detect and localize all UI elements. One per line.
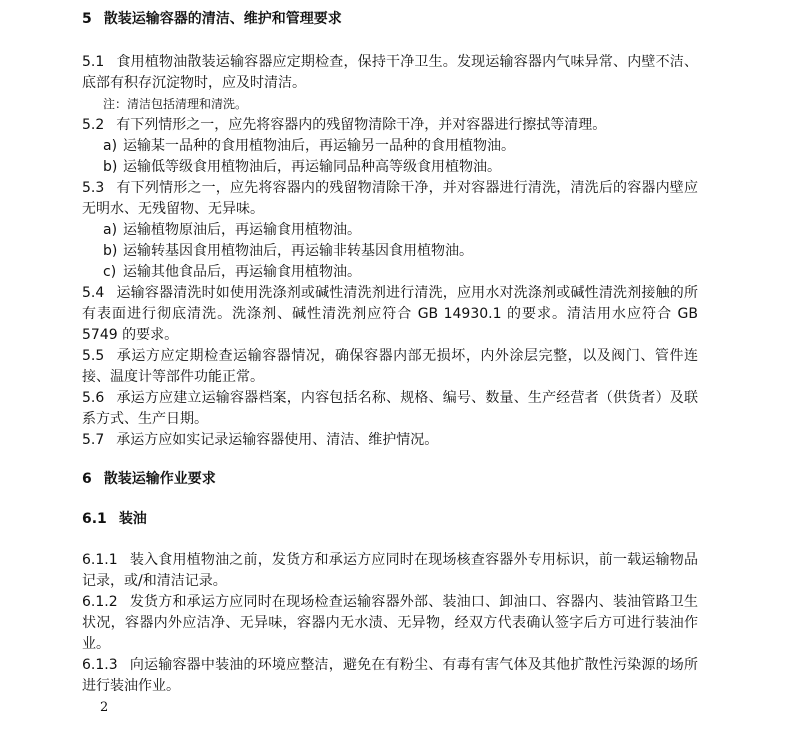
- list-item: c) 运输其他食品后，再运输食用植物油。: [103, 264, 361, 280]
- list-item: a) 运输某一品种的食用植物油后，再运输另一品种的食用植物油。: [103, 138, 515, 154]
- list-item: b) 运输低等级食用植物油后，再运输同品种高等级食用植物油。: [103, 159, 501, 175]
- page-number: 2: [100, 700, 109, 715]
- clause-6-1-3: 6.1.3 向运输容器中装油的环境应整洁，避免在有粉尘、有毒有害气体及其他扩散性污染源的场所进行装油作业。: [82, 657, 698, 694]
- clause-5-2: 5.2 有下列情形之一，应先将容器内的残留物清除干净，并对容器进行擦拭等清理。: [82, 117, 607, 133]
- clause-5-6: 5.6 承运方应建立运输容器档案，内容包括名称、规格、编号、数量、生产经营者（供货者）及联系方式、生产日期。: [82, 390, 698, 427]
- section-6-1-heading: 6.1 装油: [82, 511, 147, 527]
- document-page: [82, 9, 698, 737]
- clause-5-7: 5.7 承运方应如实记录运输容器使用、清洁、维护情况。: [82, 432, 439, 448]
- list-item: a) 运输植物原油后，再运输食用植物油。: [103, 222, 361, 238]
- list-item: b) 运输转基因食用植物油后，再运输非转基因食用植物油。: [103, 243, 473, 259]
- clause-5-3: 5.3 有下列情形之一，应先将容器内的残留物清除干净，并对容器进行清洗，清洗后的容器内壁应无明水、无残留物、无异味。: [82, 180, 698, 217]
- clause-5-5: 5.5 承运方应定期检查运输容器情况，确保容器内部无损坏，内外涂层完整，以及阀门、管件连接、温度计等部件功能正常。: [82, 348, 698, 385]
- clause-5-1: 5.1 食用植物油散装运输容器应定期检查，保持干净卫生。发现运输容器内气味异常、内壁不洁、底部有积存沉淀物时，应及时清洁。: [82, 54, 698, 91]
- section-5-heading: 5 散装运输容器的清洁、维护和管理要求: [82, 11, 342, 27]
- clause-6-1-2: 6.1.2 发货方和承运方应同时在现场检查运输容器外部、装油口、卸油口、容器内、装油管路卫生状况，容器内外应洁净、无异味，容器内无水渍、无异物，经双方代表确认签字后方可进行装油作业。: [82, 594, 698, 652]
- clause-5-4: 5.4 运输容器清洗时如使用洗涤剂或碱性清洗剂进行清洗，应用水对洗涤剂或碱性清洗剂接触的所有表面进行彻底清洗。洗涤剂、碱性清洗剂应符合 GB 14930.1 的要求。清洁用水应符合 GB 5749 的要求。: [82, 285, 698, 343]
- section-6-heading: 6 散装运输作业要求: [82, 471, 216, 487]
- note: 注：清洁包括清理和清洗。: [103, 97, 248, 111]
- clause-6-1-1: 6.1.1 装入食用植物油之前，发货方和承运方应同时在现场核查容器外专用标识，前一载运输物品记录，或/和清洁记录。: [82, 552, 698, 589]
